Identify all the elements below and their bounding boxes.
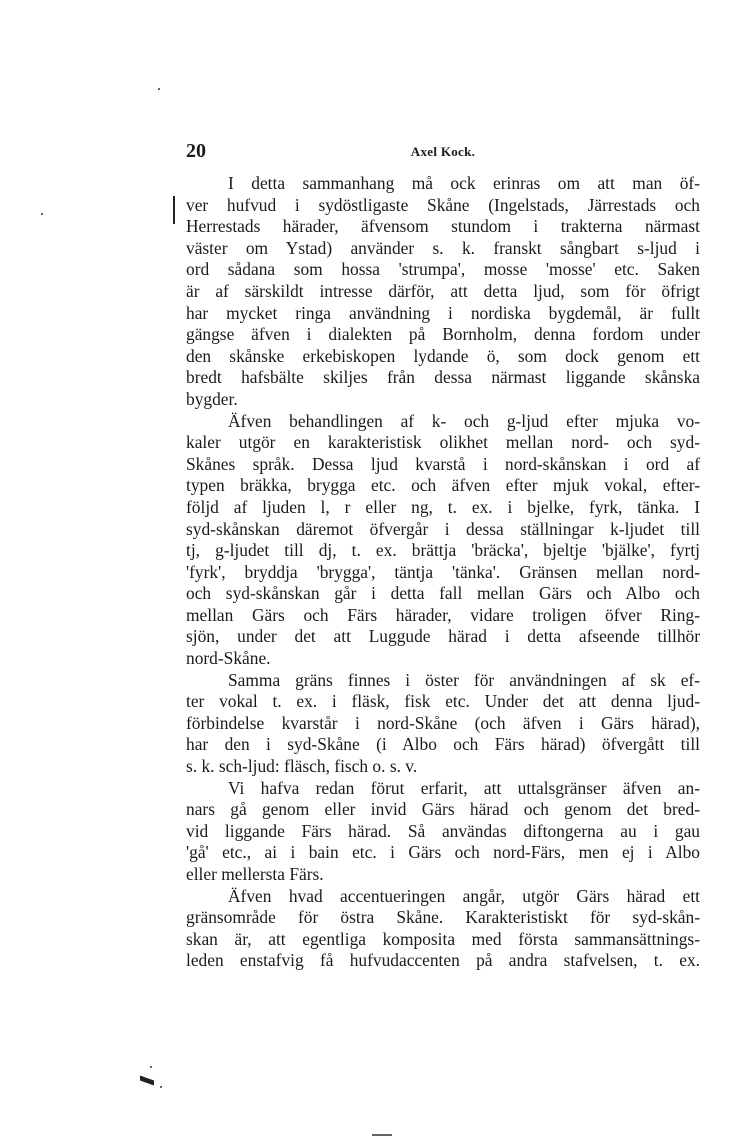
- text-line: bredt hafsbälte skiljes från dessa närmast liggande skånska: [186, 367, 700, 388]
- text-line: Äfven hvad accentueringen angår, utgör Gärs härad ett: [228, 885, 700, 906]
- text-line: s. k. sch-ljud: fläsch, fisch o. s. v.: [186, 756, 418, 777]
- text-line: skan är, att egentliga komposita med första sammansättnings-: [186, 928, 700, 949]
- text-line: gängse äfven i dialekten på Bornholm, denna fordom under: [186, 324, 700, 345]
- text-line: nord-Skåne.: [186, 648, 271, 669]
- text-line: vid liggande Färs härad. Så användas diftongerna au i gau: [186, 820, 700, 841]
- text-line: bygder.: [186, 388, 238, 409]
- text-line: har mycket ringa användning i nordiska bygdemål, är fullt: [186, 302, 700, 323]
- text-line: tj, g-ljudet till dj, t. ex. brättja 'bräcka', bjeltje 'bjälke', fyrtj: [186, 540, 700, 561]
- text-line: I detta sammanhang må ock erinras om att man öf-: [228, 173, 700, 193]
- footer-mark: [372, 1134, 392, 1136]
- text-line: ver hufvud i sydöstligaste Skåne (Ingelstads, Järrestads och: [186, 194, 700, 215]
- text-line: Vi hafva redan förut erfarit, att uttalsgränser äfven an-: [228, 777, 700, 798]
- text-line: typen bräkka, brygga etc. och äfven efter mjuk vokal, efter-: [186, 475, 700, 496]
- body-text: [186, 173, 700, 972]
- text-line: har den i syd-Skåne (i Albo och Färs härad) öfvergått till: [186, 734, 700, 755]
- text-line: sjön, under det att Luggude härad i detta afseende tillhör: [186, 626, 700, 647]
- text-line: kaler utgör en karakteristisk olikhet mellan nord- och syd-: [186, 432, 700, 453]
- text-line: nars gå genom eller invid Gärs härad och genom det bred-: [186, 799, 700, 820]
- text-line: ord sådana som hossa 'strumpa', mosse 'mosse' etc. Saken: [186, 259, 700, 280]
- text-line: följd af ljuden l, r eller ng, t. ex. i bjelke, fyrk, tänka. I: [186, 496, 700, 517]
- text-line: eller mellersta Färs.: [186, 864, 324, 884]
- margin-mark: [173, 196, 175, 224]
- text-line: väster om Ystad) använder s. k. franskt sångbart s-ljud i: [186, 237, 700, 258]
- text-line: ter vokal t. ex. i fläsk, fisk etc. Under det att denna ljud-: [186, 691, 700, 712]
- text-line: är af särskildt intresse därför, att detta ljud, som för öfrigt: [186, 280, 700, 301]
- page-number: 20: [186, 140, 206, 162]
- running-head-author: Axel Kock.: [410, 144, 476, 159]
- ink-speck: [158, 88, 160, 90]
- text-line: leden enstafvig få hufvudaccenten på andra stafvelsen, t. ex.: [186, 950, 700, 971]
- text-line: och syd-skånskan går i detta fall mellan Gärs och Albo och: [186, 583, 700, 604]
- text-line: 'fyrk', bryddja 'brygga', täntja 'tänka'. Gränsen mellan nord-: [186, 561, 700, 582]
- text-line: Skånes språk. Dessa ljud kvarstå i nord-skånskan i ord af: [186, 453, 700, 474]
- text-line: syd-skånskan däremot öfvergår i dessa ställningar k-ljudet till: [186, 518, 700, 539]
- text-line: mellan Gärs och Färs härader, vidare troligen öfver Ring-: [186, 604, 700, 625]
- ink-speck: [160, 1086, 162, 1088]
- text-line: Samma gräns finnes i öster för användningen af sk ef-: [228, 669, 700, 690]
- ink-speck: [150, 1066, 152, 1068]
- text-line: 'gå' etc., ai i bain etc. i Gärs och nord-Färs, men ej i Albo: [186, 842, 700, 863]
- text-line: den skånske erkebiskopen lydande ö, som dock genom ett: [186, 345, 700, 366]
- ink-mark: [140, 1075, 154, 1085]
- text-line: gränsområde för östra Skåne. Karakteristiskt för syd-skån-: [186, 907, 700, 928]
- ink-speck: [41, 213, 43, 215]
- text-line: Äfven behandlingen af k- och g-ljud efter mjuka vo-: [228, 410, 700, 431]
- text-line: Herrestads härader, äfvensom stundom i trakterna närmast: [186, 216, 700, 237]
- text-line: förbindelse kvarstår i nord-Skåne (och äfven i Gärs härad),: [186, 712, 700, 733]
